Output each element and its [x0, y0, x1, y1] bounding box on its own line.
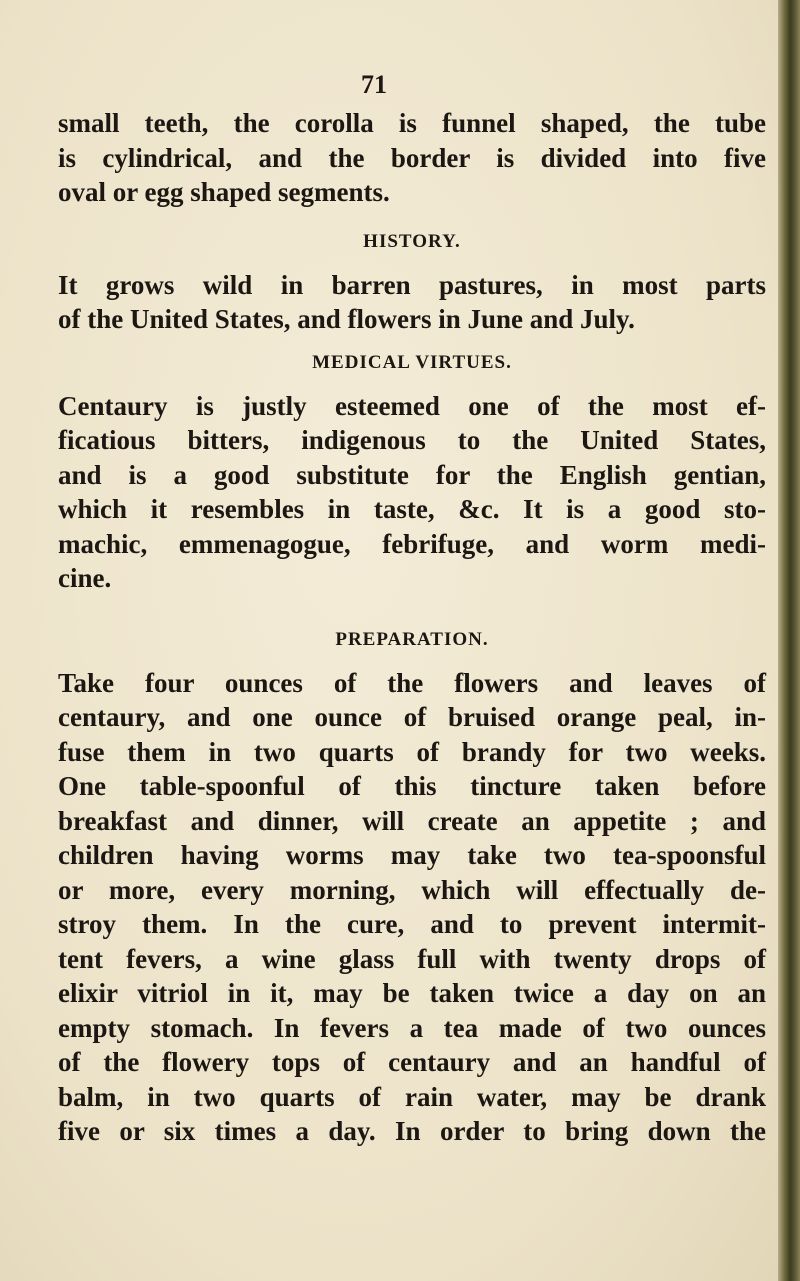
paragraph-history	[58, 268, 766, 337]
text-line: elixir vitriol in it, may be taken twice a day on an	[58, 978, 766, 1008]
text-line: which it resembles in taste, &c. It is a good sto-	[58, 494, 766, 524]
text-line: centaury, and one ounce of bruised orange peal, in-	[58, 702, 766, 732]
text-line: small teeth, the corolla is funnel shaped, the tube	[58, 108, 766, 138]
text-line: machic, emmenagogue, febrifuge, and worm medi-	[58, 528, 766, 559]
text-line: or more, every morning, which will effectually de-	[58, 874, 766, 905]
paragraph-preparation	[58, 666, 766, 1149]
body-text	[58, 106, 766, 1149]
text-line: Centaury is justly esteemed one of the most ef-	[58, 390, 766, 421]
paragraph-description	[58, 106, 766, 210]
text-line: Take four ounces of the flowers and leaves of	[58, 667, 766, 698]
text-line: tent fevers, a wine glass full with twenty drops of	[58, 943, 766, 974]
text-line: ficatious bitters, indigenous to the United States,	[58, 425, 766, 455]
text-line: five or six times a day. In order to bring down the	[58, 1116, 766, 1146]
heading-medical-virtues: MEDICAL VIRTUES.	[312, 351, 512, 373]
paragraph-medical-virtues	[58, 389, 766, 596]
text-line: is cylindrical, and the border is divided into five	[58, 142, 766, 173]
heading-history: HISTORY.	[363, 230, 461, 252]
page-number: 71	[361, 70, 387, 99]
text-line: fuse them in two quarts of brandy for two weeks.	[58, 736, 766, 767]
text-line: cine.	[58, 563, 112, 593]
heading-preparation: PREPARATION.	[335, 628, 489, 650]
text-line: of the United States, and flowers in June and July.	[58, 304, 635, 334]
book-binding-edge	[778, 0, 800, 1281]
text-line: oval or egg shaped segments.	[58, 177, 390, 207]
text-line: and is a good substitute for the English gentian,	[58, 459, 766, 490]
text-line: children having worms may take two tea-spoonsful	[58, 840, 766, 870]
text-line: stroy them. In the cure, and to prevent intermit-	[58, 909, 766, 939]
text-line: empty stomach. In fevers a tea made of two ounces	[58, 1012, 766, 1043]
text-line: balm, in two quarts of rain water, may be drank	[58, 1081, 766, 1112]
text-line: of the flowery tops of centaury and an handful of	[58, 1047, 766, 1077]
text-line: breakfast and dinner, will create an appetite ; and	[58, 805, 766, 836]
text-line: It grows wild in barren pastures, in most parts	[58, 269, 766, 300]
text-line: One table-spoonful of this tincture taken before	[58, 771, 766, 801]
